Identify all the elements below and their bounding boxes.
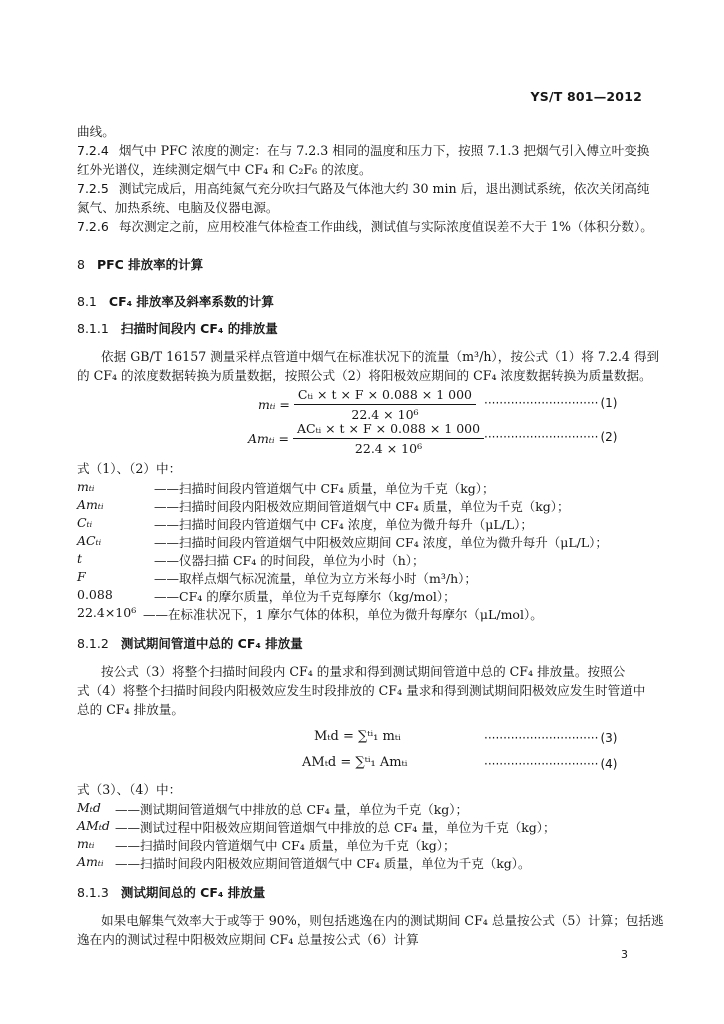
formula-4: AMₜd = ∑ᵗⁱ₁ Amₜᵢ xyxy=(302,755,408,770)
section-number: 8.1.3 xyxy=(77,885,109,900)
section-number: 8.1 xyxy=(77,294,97,309)
paragraph-line: 按公式（3）将整个扫描时间段内 CF₄ 的量求和得到测试期间管道中总的 CF₄ 排放量。按照公 xyxy=(101,664,626,679)
paragraph-line: 如果电解集气效率大于或等于 90%，则包括逃逸在内的测试期间 CF₄ 总量按公式（5）计算；包括逃 xyxy=(101,913,664,928)
section-heading-8 xyxy=(77,257,203,273)
section-title: 测试期间管道中总的 CF₄ 排放量 xyxy=(120,636,303,651)
section-number: 8.1.2 xyxy=(77,636,109,651)
equation-label: (1) xyxy=(600,396,618,410)
section-title: 扫描时间段内 CF₄ 的排放量 xyxy=(120,321,278,336)
symbol-definition: ——测试过程中阳极效应期间管道烟气中排放的总 CF₄ 量，单位为千克（kg）； xyxy=(115,820,556,835)
symbol-definition: ——在标准状况下，1 摩尔气体的体积，单位为微升每摩尔（μL/mol）。 xyxy=(143,607,543,622)
section-number: 8.1.1 xyxy=(77,321,109,336)
equation-label: (4) xyxy=(600,757,618,771)
formula-numerator: Cₜᵢ × t × F × 0.088 × 1 000 xyxy=(294,387,476,405)
clause-number: 7.2.4 xyxy=(77,143,109,158)
symbol: ACₜᵢ xyxy=(77,533,102,548)
symbol-definition: ——扫描时间段内阳极效应期间管道烟气中 CF₄ 质量，单位为千克（kg）； xyxy=(154,499,570,514)
symbol-definition: ——扫描时间段内管道烟气中阳极效应期间 CF₄ 浓度，单位为微升每升（μL/L）； xyxy=(154,535,608,550)
symbol: 0.088 xyxy=(77,587,113,602)
formula-lhs: Amₜᵢ = xyxy=(248,431,289,446)
clause-7-2-5 xyxy=(77,181,650,197)
paragraph-line: 依据 GB/T 16157 测量采样点管道中烟气在标准状况下的流量（m³/h），按公式（1）将 7.2.4 得到 xyxy=(101,349,660,364)
symbol: Amₜᵢ xyxy=(77,854,104,869)
formula-numerator: ACₜᵢ × t × F × 0.088 × 1 000 xyxy=(293,421,484,439)
leader-dots: ······························ xyxy=(484,757,599,771)
section-heading-8-1-3 xyxy=(77,885,265,901)
paragraph-line: 总的 CF₄ 排放量。 xyxy=(77,702,184,717)
symbol-definition: ——扫描时间段内管道烟气中 CF₄ 质量，单位为千克（kg）； xyxy=(115,838,456,853)
section-title: PFC 排放率的计算 xyxy=(96,257,204,272)
symbol-definition: ——扫描时间段内管道烟气中 CF₄ 浓度，单位为微升每升（μL/L）； xyxy=(154,517,533,532)
formula-denominator: 22.4 × 10⁶ xyxy=(354,441,423,456)
symbol-definition: ——仪器扫描 CF₄ 的时间段，单位为小时（h）； xyxy=(154,553,425,568)
symbol: mₜᵢ xyxy=(77,479,95,494)
where-intro: 式（3）、（4）中： xyxy=(77,782,182,797)
clause-number: 7.2.6 xyxy=(77,219,109,234)
formula-3: Mₜd = ∑ᵗⁱ₁ mₜᵢ xyxy=(314,729,401,744)
symbol: t xyxy=(77,551,83,566)
leader-dots: ······························ xyxy=(484,731,599,745)
paragraph-line: 逸在内的测试过程中阳极效应期间 CF₄ 总量按公式（6）计算 xyxy=(77,932,419,947)
paragraph-line: 的 CF₄ 的浓度数据转换为质量数据，按照公式（2）将阳极效应期间的 CF₄ 浓度数据转换为质量数据。 xyxy=(77,368,652,383)
clause-7-2-4 xyxy=(77,143,649,159)
formula-lhs: mₜᵢ = xyxy=(258,397,290,412)
leader-dots: ······························ xyxy=(484,396,599,410)
symbol-definition: ——取样点烟气标况流量，单位为立方米每小时（m³/h）； xyxy=(154,571,477,586)
equation-label: (3) xyxy=(600,731,618,745)
equation-number-3 xyxy=(482,731,617,745)
document-number: YS/T 801—2012 xyxy=(530,89,642,104)
clause-text: 烟气中 PFC 浓度的测定：在与 7.2.3 相同的温度和压力下，按照 7.1.3 把烟气引入傅立叶变换 xyxy=(118,143,650,158)
section-heading-8-1 xyxy=(77,294,274,310)
text-line: 红外光谱仪，连续测定烟气中 CF₄ 和 C₂F₆ 的浓度。 xyxy=(77,162,372,177)
equation-label: (2) xyxy=(600,430,618,444)
symbol-definition: ——测试期间管道烟气中排放的总 CF₄ 量，单位为千克（kg）； xyxy=(115,802,469,817)
paragraph-line: 式（4）将整个扫描时间段内阳极效应发生时段排放的 CF₄ 量求和得到测试期间阳极效应发生时管道中 xyxy=(77,683,646,698)
equation-number-4 xyxy=(482,757,617,771)
equation-number-2 xyxy=(482,430,617,444)
section-heading-8-1-2 xyxy=(77,636,303,652)
symbol: 22.4×10⁶ xyxy=(77,605,137,620)
symbol: F xyxy=(77,569,86,584)
where-intro: 式（1）、（2）中： xyxy=(77,461,182,476)
symbol: Amₜᵢ xyxy=(77,497,104,512)
symbol-definition: ——CF₄ 的摩尔质量，单位为千克每摩尔（kg/mol）； xyxy=(154,589,456,604)
text-line: 曲线。 xyxy=(77,124,115,139)
clause-text: 每次测定之前，应用校准气体检查工作曲线，测试值与实际浓度值误差不大于 1%（体积分数）。 xyxy=(118,219,653,234)
clause-7-2-6 xyxy=(77,219,653,235)
section-title: 测试期间总的 CF₄ 排放量 xyxy=(120,885,266,900)
leader-dots: ······························ xyxy=(484,430,599,444)
page-number: 3 xyxy=(621,948,628,961)
equation-number-1 xyxy=(482,396,617,410)
symbol: Cₜᵢ xyxy=(77,515,93,530)
section-title: CF₄ 排放率及斜率系数的计算 xyxy=(108,294,274,309)
section-number: 8 xyxy=(77,257,85,272)
clause-number: 7.2.5 xyxy=(77,181,109,196)
symbol-definition: ——扫描时间段内阳极效应期间管道烟气中 CF₄ 质量，单位为千克（kg）。 xyxy=(115,856,531,871)
formula-1 xyxy=(258,387,476,422)
formula-2 xyxy=(248,421,484,456)
symbol: AMₜd xyxy=(77,818,110,833)
symbol: mₜᵢ xyxy=(77,836,95,851)
formula-denominator: 22.4 × 10⁶ xyxy=(351,407,419,422)
clause-text: 测试完成后，用高纯氮气充分吹扫气路及气体池大约 30 min 后，退出测试系统，依次关闭高纯 xyxy=(118,181,650,196)
symbol: Mₜd xyxy=(77,800,101,815)
symbol-definition: ——扫描时间段内管道烟气中 CF₄ 质量，单位为千克（kg）； xyxy=(154,481,495,496)
section-heading-8-1-1 xyxy=(77,321,278,337)
text-line: 氮气、加热系统、电脑及仪器电源。 xyxy=(77,200,279,215)
